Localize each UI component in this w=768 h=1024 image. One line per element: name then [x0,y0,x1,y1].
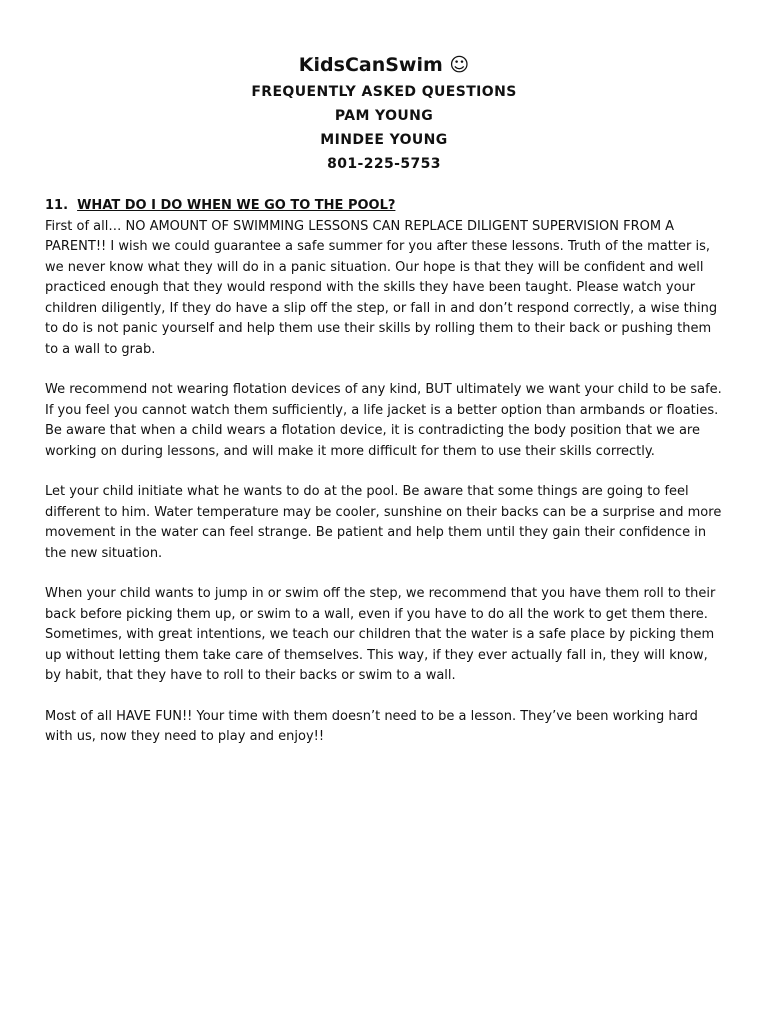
paragraph-have-fun: Most of all HAVE FUN!! Your time with them doesn’t need to be a lesson. They’ve been working hard with us, now they need to play and enjoy!! [45,708,698,744]
paragraph-jump-in: When your child wants to jump in or swim off the step, we recommend that you have them roll to their back before picking them up, or swim to a wall, even if you have to do all the work to get them there. Sometimes, with great intentions, we teach our children that the water is a safe place by picking them up without letting them take care of themselves. This way, if they ever actually fall in, they will know, by habit, that they have to roll to their backs or swim to a wall. [45,586,716,683]
author-name-1: PAM YOUNG [334,108,434,124]
document-body [45,196,725,768]
question-heading [45,196,725,217]
phone-number: 801-225-5753 [327,156,441,172]
question-title: WHAT DO I DO WHEN WE GO TO THE POOL? [77,198,396,213]
author-name-2: MINDEE YOUNG [320,132,448,148]
paragraph-initiate: Let your child initiate what he wants to do at the pool. Be aware that some things are going to feel different to him. Water temperature may be cooler, sunshine on their backs can be a surprise and more movement in the water can feel strange. Be patient and help them until they gain their confidence in the new situation. [45,484,722,561]
paragraph-flotation: We recommend not wearing flotation devices of any kind, BUT ultimately we want your child to be safe. If you feel you cannot watch them sufficiently, a life jacket is a better option than armbands or floaties. Be aware that when a child wears a flotation device, it is contradicting the body position that we are working on during lessons, and will make it more difficult for them to use their skills correctly. [45,382,722,459]
paragraph-supervision: First of all… NO AMOUNT OF SWIMMING LESSONS CAN REPLACE DILIGENT SUPERVISION FROM A PARENT!! I wish we could guarantee a safe summer for you after these lessons. Truth of the matter is, we never know what they will do in a panic situation. Our hope is that they will be confident and well practiced enough that they would respond with the skills they have been taught. Please watch your children diligently, If they do have a slip off the step, or fall in and don’t respond correctly, a wise thing to do is not panic yourself and help them use their skills by rolling them to their back or pushing them to a wall to grab. [45,218,718,357]
document-title: KidsCanSwim ☺ [298,54,470,76]
document-subtitle: FREQUENTLY ASKED QUESTIONS [251,84,517,100]
document-header [0,52,768,176]
question-number: 11. [45,198,69,213]
